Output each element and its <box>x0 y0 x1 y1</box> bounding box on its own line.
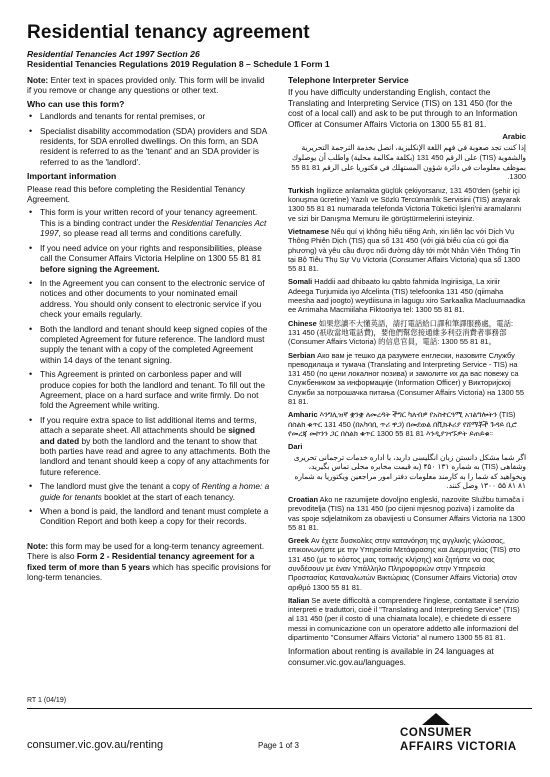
who-list <box>27 111 271 167</box>
chinese-block: Chinese 如果您讀不大懂英語，請打電話給口譯和筆譯服務處，電話: 131 450 (祇收當地電話費)，要他們幫您接通維多利亞消費者事務部 (Consumer Affairs Victoria) 的信息官員，電話: 1300 55 81 81。 <box>288 318 514 347</box>
dari-text: اگر شما مشکل دانستن زبان انگلیسی دارید، با اداره خدمات ترجمانی تحریری وشفاهی (TIS) به شماره ۱۳۱ ۴۵۰ (به قیمت مخابره محلی تماس بگیرید، وبخواهید که شما را به کارمند معلومات دفتر امور مراجعین ویکتوریا به شماره ۸۱ ۸۱ ۵۵ ۱۳۰۰ وصل کنند. <box>293 452 526 491</box>
form-note <box>27 75 271 96</box>
list-item: • The landlord must give the tenant a copy of Renting a home: a guide for tenants booklet at the start of each tenancy. <box>27 481 271 502</box>
croatian-block: Croatian Ako ne razumijete dovoljno engleski, nazovite Službu tumača i prevoditelja (TIS) na 131 450 (po cijeni mjesnog poziva) i zamolite da vas spoje sdjelatnikom za obavijesti u Consumer Affairs Victoria na 1300 55 81 81. <box>288 494 526 532</box>
note-label: Note: <box>27 75 49 85</box>
amharic-block: Amharic እንግሊዝኛ ቋንቋ ለመረዳት ችግር ካለብዎ የአስተርጓሚ አገልግሎትን (TIS) በስልክ ቁጥር 131 450 (በአካባቢ ጥሪ ዋጋ) በመደወል በቪክቶሪያ የሸማቾች ጉዳይ ቢሮ የመረጃ መኮንን ጋር በስልክ ቁጥር 1300 55 81 81 እንዲያገናኙዎት ይጠይቁ። <box>288 410 517 438</box>
vietnamese-block: Vietnamese Nếu quí vị không hiểu tiếng Anh, xin liên lạc với Dịch Vụ Thông Phiên Dịch (TIS) qua số 131 450 (với giá biểu của cú gọi địa phương) và yêu cầu được nối đường dây tới một Nhân Viên Thông Tin tại Bộ Tiêu Thụ Sự Vụ Victoria (Consumer Affairs Victoria) qua số 1300 55 81 81. <box>288 227 521 274</box>
list-item: • This Agreement is printed on carbonless paper and will produce copies for both the landlord and tenant. To fill out the Agreement, place on a hard surface and write firmly. Do not fold the Agreement while writing. <box>27 369 271 411</box>
act-reference: Residential Tenancies Act 1997 Section 26 <box>27 49 200 59</box>
footer-divider <box>27 708 532 709</box>
regulation-reference: Residential Tenancies Regulations 2019 Regulation 8 – Schedule 1 Form 1 <box>27 59 330 69</box>
turkish-block: Turkish İngilizce anlamakta güçlük çekiyorsanız, 131 450'den (şehir içi konuşma ücretine) Yazılı ve Sözlü Tercümanlık Servisini (TIS) arayarak 1300 55 81 81 numarada telefonda Victoria Tüketici İşleri'ni aramalarını ve sizi bir Danışma Memuru ile görüştürmelerini isteyiniz. <box>288 185 522 223</box>
footer-url: consumer.vic.gov.au/renting <box>27 739 164 751</box>
important-intro: Please read this before completing the Residential Tenancy Agreement. <box>27 183 246 205</box>
italian-block: Italian Se avete difficoltà a comprendere l'inglese, contattate il servizio interpreti e traduttori, cioè il "Translating and Interpreting Service" (TIS) al 131 450 (per il costo di una chiamata locale), e chiedete di essere messi in comunicazione con un operatore addetto alle informazioni del dipartimento "Consumer Affairs Victoria" al numero 1300 55 81 81. <box>288 595 520 643</box>
greek-block: Greek Αν έχετε δυσκολίες στην κατανόηση της αγγλικής γλώσσας, επικοινωνήστε με την Υπηρεσία Μετάφρασης και Διερμηνείας (TIS) στο 131 450 (με το κόστος μιας τοπικής κλήσης) και ζητήστε να σας συνδέσουν με έναν Υπάλληλο Πληροφοριών στην Υπηρεσία Προστασίας Καταναλωτών Βικτώριας (Consumer Affairs Victoria) στον αριθμό 1300 55 81 81. <box>288 536 521 592</box>
list-item: • If you need advice on your rights and responsibilities, please call the Consumer Affairs Victoria Helpline on 1300 55 81 81 before signing the Agreement. <box>27 243 271 274</box>
form-code: RT 1 (04/19) <box>27 697 67 704</box>
who-heading: Who can use this form? <box>27 98 125 109</box>
list-item: • In the Agreement you can consent to the electronic service of notices and other documents to your nominated email address. You should only consent to electronic service if you check your emails regularly. <box>27 278 271 320</box>
right-column <box>288 75 526 667</box>
logo-line-2: AFFAIRS VICTORIA <box>400 741 517 753</box>
consumer-affairs-logo <box>398 713 528 761</box>
list-item: • When a bond is paid, the landlord and tenant must complete a Condition Report and both keep a copy for their records. <box>27 506 271 527</box>
list-item: • Landlords and tenants for rental premises, or <box>27 111 271 121</box>
list-item: • If you require extra space to list additional items and terms, attach a separate sheet. All attachments should be signed and dated by both the landlord and the tenant to show that both parties have read and agree to any attachments. Both the landlord and tenant should keep a copy of any attachments for future reference. <box>27 415 271 477</box>
dari-label: Dari <box>288 442 303 452</box>
somali-block: Somali Haddii aad dhibaato ku qabto fahmida Ingiriisiga, La xiriir Adeega Turjumida iyo Afcelinta (TIS) telefoonka 131 450 (qiimaha meesha aad joogto) weydiisuna in lagugu xiro Sarkaalka Macluumaadka ee Arrimaha Macmiilaha Fiktooriya tel: 1300 55 81 81. <box>288 277 526 315</box>
list-item: • Specialist disability accommodation (SDA) providers and SDA residents, for SDA enrolled dwellings. On this form, an SDA resident is referred to as the 'tenant' and an SDA provider is referred to as the 'landlord'. <box>27 126 271 168</box>
note-text: Enter text in spaces provided only. This form will be invalid if you remove or change any questions or other text. <box>27 75 265 96</box>
tis-text: If you have difficulty understanding English, contact the Translating and Interpreting Service (TIS) on 131 450 (for the cost of a local call) and ask to be put through to an Information Officer at Consumer Affairs Victoria on 1300 55 81 81. <box>288 87 518 129</box>
page-title: Residential tenancy agreement <box>27 22 310 43</box>
languages-info: Information about renting is available in 24 languages at consumer.vic.gov.au/languages. <box>288 646 494 667</box>
arabic-label: Arabic <box>502 132 526 142</box>
list-item: • This form is your written record of your tenancy agreement. This is a binding contract under the Residential Tenancies Act 1997, so please read all terms and conditions carefully. <box>27 207 271 238</box>
tis-heading: Telephone Interpreter Service <box>288 75 409 85</box>
left-column <box>27 75 271 585</box>
list-item: • Both the landlord and tenant should keep signed copies of the completed Agreement for future reference. The landlord must supply the tenant with a copy of the completed Agreement within 14 days of the tenant signing. <box>27 324 271 366</box>
serbian-block: Serbian Ако вам је тешко да разумете енглески, назовите Службу преводилаца и тумача (Translating and Interpreting Service - TIS) на 131 450 (по цени локалног позива) и замолите их да вас повежу са Службеником за информације (Information Officer) у Викторијској Служби за потрошачка питања (Consumer Affairs Victoria) на 1300 55 81 81. <box>288 350 525 407</box>
arabic-text: إذا كنت تجد صعوبة في فهم اللغة الإنكليزية، اتصل بخدمة الترجمة التحريرية والشفوية (TIS) على الرقم 450 131 (بكلفة مكالمة محلية) واطلب أن يوصلوك بموظف معلومات في دائرة شؤون المستهلك في فكتوريا على الرقم 81 81 55 1300. <box>291 143 526 182</box>
important-list <box>27 207 271 526</box>
important-heading: Important information <box>27 171 117 182</box>
long-term-note: Note: this form may be used for a long-term tenancy agreement. There is also Form 2 - Residential tenancy agreement for a fixed term of more than 5 years which has specific provisions for long-term tenancies. <box>27 540 271 583</box>
logo-line-1: CONSUMER <box>400 727 472 739</box>
page-number: Page 1 of 3 <box>258 741 299 750</box>
